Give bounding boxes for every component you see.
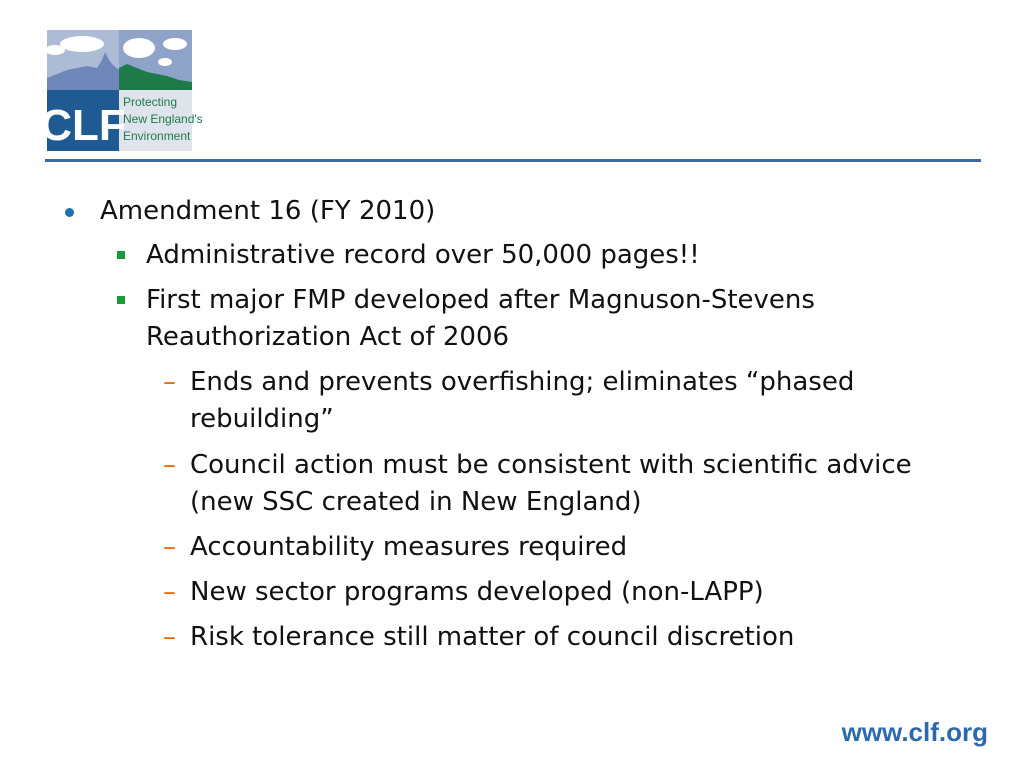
bullet-item [163, 574, 970, 611]
header-divider [45, 159, 981, 162]
bullet-item [163, 619, 970, 656]
svg-text:Protecting: Protecting [123, 95, 178, 109]
bullet-text: Amendment 16 (FY 2010) [100, 196, 436, 226]
bullet-item [146, 282, 936, 356]
bullet-item [163, 364, 970, 438]
dash-icon: – [163, 367, 176, 397]
bullet-text: Ends and prevents overfishing; eliminates “phased rebuilding” [190, 367, 855, 434]
bullet-square-icon [117, 251, 125, 259]
bullet-square-icon [117, 296, 125, 304]
svg-text:Environment: Environment [123, 129, 191, 143]
dash-icon: – [163, 532, 176, 562]
bullet-text: Accountability measures required [190, 532, 628, 562]
bullet-item [163, 447, 970, 521]
bullet-text: Administrative record over 50,000 pages!! [146, 240, 700, 270]
bullet-item [146, 237, 936, 274]
bullet-item [163, 529, 970, 566]
dash-icon: – [163, 577, 176, 607]
bullet-text: Risk tolerance still matter of council discretion [190, 622, 795, 652]
bullet-text: Council action must be consistent with scientific advice (new SSC created in New England) [190, 450, 912, 517]
bullet-text: New sector programs developed (non-LAPP) [190, 577, 764, 607]
bullet-item [100, 193, 435, 230]
bullet-dot-icon [65, 208, 74, 217]
footer-url-link[interactable]: www.clf.org [841, 717, 988, 747]
clf-logo [40, 30, 203, 151]
dash-icon: – [163, 450, 176, 480]
dash-icon: – [163, 622, 176, 652]
svg-text:New England's: New England's [123, 112, 203, 126]
svg-text:CLF: CLF [40, 101, 126, 150]
bullet-text: First major FMP developed after Magnuson-Stevens Reauthorization Act of 2006 [146, 285, 815, 352]
